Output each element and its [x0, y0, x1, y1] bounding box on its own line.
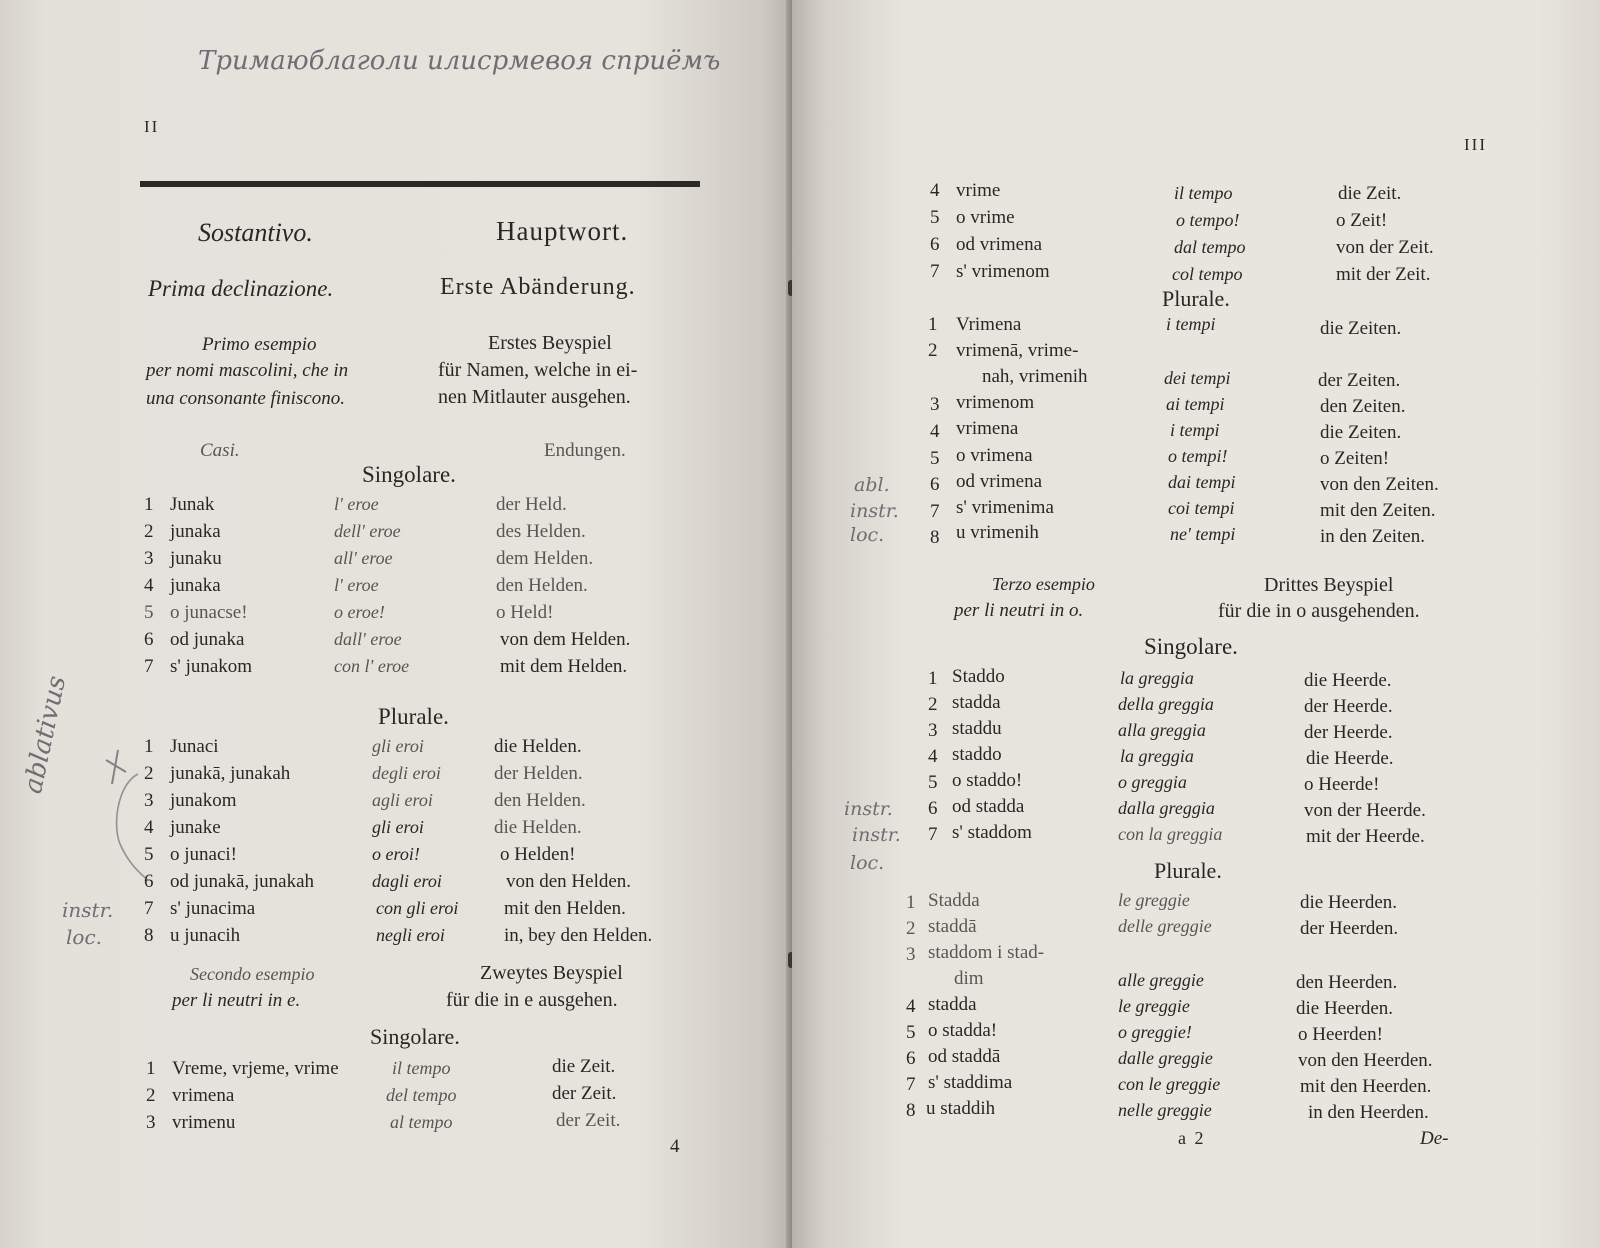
german-form: der Zeiten.: [1318, 370, 1401, 391]
case-number: 2: [144, 763, 154, 784]
italian-form: la greggia: [1120, 746, 1194, 766]
croatian-form: vrime: [956, 180, 1001, 201]
german-form: die Zeit.: [552, 1056, 616, 1077]
german-form: der Zeit.: [556, 1110, 621, 1131]
case-number: 4: [930, 421, 940, 442]
croatian-form: vrimena: [172, 1085, 235, 1106]
german-form: die Heerde.: [1306, 748, 1394, 769]
title-german: Hauptwort.: [496, 216, 629, 246]
margin-note-instr: instr.: [844, 798, 893, 820]
case-number: 4: [930, 180, 940, 201]
case-number: 6: [930, 474, 940, 495]
croatian-form: u staddih: [926, 1098, 996, 1119]
croatian-form: od junaka: [170, 629, 245, 650]
example3-it-line1: Terzo esempio: [992, 574, 1095, 594]
croatian-form: junaka: [170, 521, 221, 542]
german-form: in, bey den Helden.: [504, 925, 653, 946]
croatian-form: junaka: [170, 575, 221, 596]
croatian-form-continued: nah, vrimenih: [982, 366, 1088, 387]
german-form: die Helden.: [494, 817, 582, 838]
croatian-form: o junacse!: [170, 602, 248, 623]
declension-german: Erste Abänderung.: [440, 274, 636, 300]
croatian-form: s' staddom: [952, 822, 1032, 843]
title-italian: Sostantivo.: [198, 218, 313, 247]
case-number: 8: [144, 925, 154, 946]
case-number: 5: [928, 772, 938, 793]
croatian-form: o junaci!: [170, 844, 238, 865]
italian-form: coi tempi: [1168, 498, 1235, 518]
german-form: mit den Zeiten.: [1320, 500, 1436, 521]
case-number: 3: [144, 790, 154, 811]
margin-note-instr: instr.: [850, 500, 899, 522]
case-number: 6: [144, 871, 154, 892]
croatian-form: o stadda!: [928, 1020, 998, 1041]
croatian-form: s' vrimenom: [956, 261, 1050, 282]
croatian-form: o staddo!: [952, 770, 1023, 791]
italian-form: nelle greggie: [1118, 1100, 1212, 1120]
example3-de-line1: Drittes Beyspiel: [1264, 574, 1394, 596]
german-form: die Helden.: [494, 736, 582, 757]
case-number: 4: [928, 746, 938, 767]
case-number: 1: [144, 736, 154, 757]
croatian-form: staddā: [928, 916, 977, 937]
italian-form: all' eroe: [334, 548, 393, 568]
german-form: den Helden.: [494, 790, 586, 811]
croatian-form: Stadda: [928, 890, 980, 911]
german-form: von dem Helden.: [500, 629, 631, 650]
italian-form: alla greggia: [1118, 720, 1206, 740]
croatian-form: stadda: [952, 692, 1001, 713]
croatian-form: od stadda: [952, 796, 1025, 817]
croatian-form: staddu: [952, 718, 1002, 739]
example1-de-line2: für Namen, welche in ei-: [438, 359, 638, 381]
german-form: von den Helden.: [506, 871, 632, 892]
example1-it-line3: una consonante finiscono.: [146, 388, 345, 409]
italian-form: ai tempi: [1166, 394, 1225, 414]
case-number: 3: [906, 944, 916, 965]
margin-note-instr: instr.: [852, 824, 901, 846]
right-page: [792, 0, 1600, 1248]
margin-bracket-mark: [98, 744, 158, 894]
german-form: von den Zeiten.: [1320, 474, 1439, 495]
croatian-form: u vrimenih: [956, 522, 1039, 543]
italian-form: o tempo!: [1176, 210, 1240, 230]
italian-form: il tempo: [392, 1058, 451, 1078]
case-number: 8: [906, 1100, 916, 1121]
german-form: die Zeiten.: [1320, 318, 1402, 339]
german-form: der Heerde.: [1304, 696, 1393, 717]
italian-form: o eroi!: [372, 844, 420, 864]
italian-form: degli eroi: [372, 763, 441, 783]
croatian-form: vrimenu: [172, 1112, 236, 1133]
croatian-form: Staddo: [952, 666, 1005, 687]
italian-form: dalle greggie: [1118, 1048, 1213, 1068]
italian-form: alle greggie: [1118, 970, 1204, 990]
german-form: der Helden.: [494, 763, 583, 784]
german-form: die Zeit.: [1338, 183, 1402, 204]
example2-de-line1: Zweytes Beyspiel: [480, 962, 623, 984]
italian-form: dall' eroe: [334, 629, 402, 649]
example3-it-line2: per li neutri in o.: [954, 600, 1084, 621]
croatian-form: Vrimena: [956, 314, 1022, 335]
margin-note-loc: loc.: [66, 925, 102, 949]
italian-form: al tempo: [390, 1112, 453, 1132]
croatian-form: junake: [170, 817, 221, 838]
italian-form: delle greggie: [1118, 916, 1212, 936]
italian-form: con l' eroe: [334, 656, 410, 676]
top-handwritten-note: Тримаюблаголи илисрмевоя сприёмъ: [198, 46, 721, 76]
case-number: 6: [928, 798, 938, 819]
croatian-form: od vrimena: [956, 234, 1043, 255]
margin-note-loc: loc.: [850, 524, 885, 546]
german-form: o Held!: [496, 602, 554, 623]
german-form: o Heerden!: [1298, 1024, 1383, 1045]
croatian-form: vrimena: [956, 418, 1019, 439]
singolare-heading: Singolare.: [362, 462, 456, 487]
croatian-form: vrimenom: [956, 392, 1035, 413]
signature-mark: a 2: [1178, 1128, 1206, 1148]
margin-note-loc: loc.: [850, 852, 885, 874]
italian-form: dei tempi: [1164, 368, 1231, 388]
german-form: der Held.: [496, 494, 567, 515]
italian-form: gli eroi: [372, 736, 424, 756]
croatian-form-continued: dim: [954, 968, 984, 989]
page-number-left: II: [144, 117, 160, 136]
case-number: 1: [144, 494, 154, 515]
example1-de-line1: Erstes Beyspiel: [488, 332, 612, 354]
declension-italian: Prima declinazione.: [148, 276, 334, 301]
case-number: 7: [930, 501, 940, 522]
case-number: 5: [930, 207, 940, 228]
italian-form: o tempi!: [1168, 446, 1228, 466]
example2-it-line2: per li neutri in e.: [172, 990, 301, 1011]
german-form: in den Zeiten.: [1320, 526, 1425, 547]
italian-form: o greggia: [1118, 772, 1187, 792]
german-form: in den Heerden.: [1308, 1102, 1429, 1123]
italian-form: le greggie: [1118, 996, 1190, 1016]
case-number: 3: [928, 720, 938, 741]
margin-note-instr: instr.: [62, 898, 114, 922]
italian-form: o greggie!: [1118, 1022, 1192, 1042]
case-number: 2: [928, 340, 938, 361]
example2-de-line2: für die in e ausgehen.: [446, 989, 618, 1011]
croatian-form: o vrimena: [956, 445, 1033, 466]
croatian-form: junaku: [170, 548, 222, 569]
italian-form: con gli eroi: [376, 898, 459, 918]
german-form: den Heerden.: [1296, 972, 1398, 993]
catchword-right: De-: [1420, 1128, 1449, 1149]
case-number: 8: [930, 527, 940, 548]
case-number: 2: [146, 1085, 156, 1106]
case-number: 5: [144, 844, 154, 865]
italian-form: dai tempi: [1168, 472, 1236, 492]
case-number: 1: [928, 314, 938, 335]
case-number: 3: [146, 1112, 156, 1133]
german-form: mit der Zeit.: [1336, 264, 1431, 285]
example1-it-line1: Primo esempio: [202, 334, 317, 355]
left-page: [0, 0, 792, 1248]
case-number: 4: [144, 575, 154, 596]
case-number: 5: [144, 602, 154, 623]
german-form: o Heerde!: [1304, 774, 1380, 795]
croatian-form: Junaci: [170, 736, 219, 757]
croatian-form: od vrimena: [956, 471, 1043, 492]
example3-de-line2: für die in o ausgehenden.: [1218, 600, 1420, 622]
italian-form: negli eroi: [376, 925, 445, 945]
singolare-heading: Singolare.: [1144, 634, 1238, 659]
italian-form: della greggia: [1118, 694, 1214, 714]
catchword-left: 4: [670, 1136, 680, 1157]
croatian-form: staddo: [952, 744, 1002, 765]
german-form: mit der Heerde.: [1306, 826, 1425, 847]
italian-form: con la greggia: [1118, 824, 1223, 844]
case-number: 5: [906, 1022, 916, 1043]
italian-form: la greggia: [1120, 668, 1194, 688]
example2-it-line1: Secondo esempio: [190, 964, 315, 984]
italian-form: dagli eroi: [372, 871, 442, 891]
italian-form: l' eroe: [334, 575, 379, 595]
german-form: die Heerden.: [1300, 892, 1398, 913]
italian-form: agli eroi: [372, 790, 433, 810]
italian-form: dalla greggia: [1118, 798, 1215, 818]
case-number: 1: [906, 892, 916, 913]
case-number: 5: [930, 448, 940, 469]
endungen-label: Endungen.: [544, 440, 626, 461]
case-number: 6: [144, 629, 154, 650]
croatian-form: Junak: [170, 494, 215, 515]
german-form: dem Helden.: [496, 548, 594, 569]
italian-form: il tempo: [1174, 183, 1233, 203]
croatian-form: s' junakom: [170, 656, 253, 677]
croatian-form: od junakā, junakah: [170, 871, 315, 892]
german-form: o Zeit!: [1336, 210, 1388, 231]
casi-label: Casi.: [200, 440, 240, 461]
german-form: des Helden.: [496, 521, 586, 542]
italian-form: dal tempo: [1174, 237, 1246, 257]
croatian-form: u junacih: [170, 925, 241, 946]
header-rule: [140, 181, 700, 187]
case-number: 2: [144, 521, 154, 542]
case-number: 7: [144, 898, 154, 919]
german-form: von der Heerde.: [1304, 800, 1426, 821]
case-number: 3: [930, 394, 940, 415]
german-form: mit den Helden.: [504, 898, 626, 919]
german-form: den Zeiten.: [1320, 396, 1406, 417]
case-number: 2: [906, 918, 916, 939]
italian-form: dell' eroe: [334, 521, 401, 541]
plurale2-heading: Plurale.: [1154, 858, 1222, 883]
case-number: 3: [144, 548, 154, 569]
german-form: der Zeit.: [552, 1083, 617, 1104]
margin-note-abl: abl.: [854, 474, 890, 496]
plurale-heading: Plurale.: [378, 704, 449, 729]
plurale-heading: Plurale.: [1162, 286, 1230, 311]
example1-it-line2: per nomi mascolini, che in: [146, 360, 349, 381]
margin-note-ablativus: ablativus: [18, 673, 73, 797]
case-number: 7: [930, 261, 940, 282]
italian-form: gli eroi: [372, 817, 424, 837]
case-number: 1: [146, 1058, 156, 1079]
croatian-form: vrimenā, vrime-: [956, 340, 1079, 361]
italian-form: con le greggie: [1118, 1074, 1221, 1094]
german-form: von der Zeit.: [1336, 237, 1434, 258]
croatian-form: staddom i stad-: [928, 942, 1045, 963]
croatian-form: s' staddima: [928, 1072, 1013, 1093]
case-number: 7: [928, 824, 938, 845]
italian-form: o eroe!: [334, 602, 385, 622]
croatian-form: od staddā: [928, 1046, 1001, 1067]
croatian-form: stadda: [928, 994, 977, 1015]
croatian-form: junakā, junakah: [170, 763, 291, 784]
german-form: o Helden!: [500, 844, 576, 865]
case-number: 2: [928, 694, 938, 715]
german-form: den Helden.: [496, 575, 588, 596]
german-form: die Heerden.: [1296, 998, 1394, 1019]
italian-form: del tempo: [386, 1085, 457, 1105]
german-form: mit dem Helden.: [500, 656, 628, 677]
case-number: 1: [928, 668, 938, 689]
case-number: 7: [906, 1074, 916, 1095]
croatian-form: o vrime: [956, 207, 1015, 228]
croatian-form: s' junacima: [170, 898, 256, 919]
german-form: o Zeiten!: [1320, 448, 1390, 469]
german-form: die Heerde.: [1304, 670, 1392, 691]
italian-form: ne' tempi: [1170, 524, 1236, 544]
german-form: von den Heerden.: [1298, 1050, 1433, 1071]
italian-form: col tempo: [1172, 264, 1243, 284]
german-form: mit den Heerden.: [1300, 1076, 1432, 1097]
italian-form: le greggie: [1118, 890, 1190, 910]
italian-form: i tempi: [1166, 314, 1216, 334]
italian-form: l' eroe: [334, 494, 379, 514]
case-number: 6: [930, 234, 940, 255]
case-number: 6: [906, 1048, 916, 1069]
german-form: die Zeiten.: [1320, 422, 1402, 443]
singolare2-heading: Singolare.: [370, 1024, 460, 1049]
case-number: 7: [144, 656, 154, 677]
croatian-form: junakom: [170, 790, 237, 811]
case-number: 4: [906, 996, 916, 1017]
croatian-form: s' vrimenima: [956, 497, 1054, 518]
page-number-right: III: [1464, 135, 1487, 154]
croatian-form: Vreme, vrjeme, vrime: [172, 1058, 339, 1079]
case-number: 4: [144, 817, 154, 838]
german-form: der Heerden.: [1300, 918, 1399, 939]
example1-de-line3: nen Mitlauter ausgehen.: [438, 386, 631, 408]
italian-form: i tempi: [1170, 420, 1220, 440]
german-form: der Heerde.: [1304, 722, 1393, 743]
